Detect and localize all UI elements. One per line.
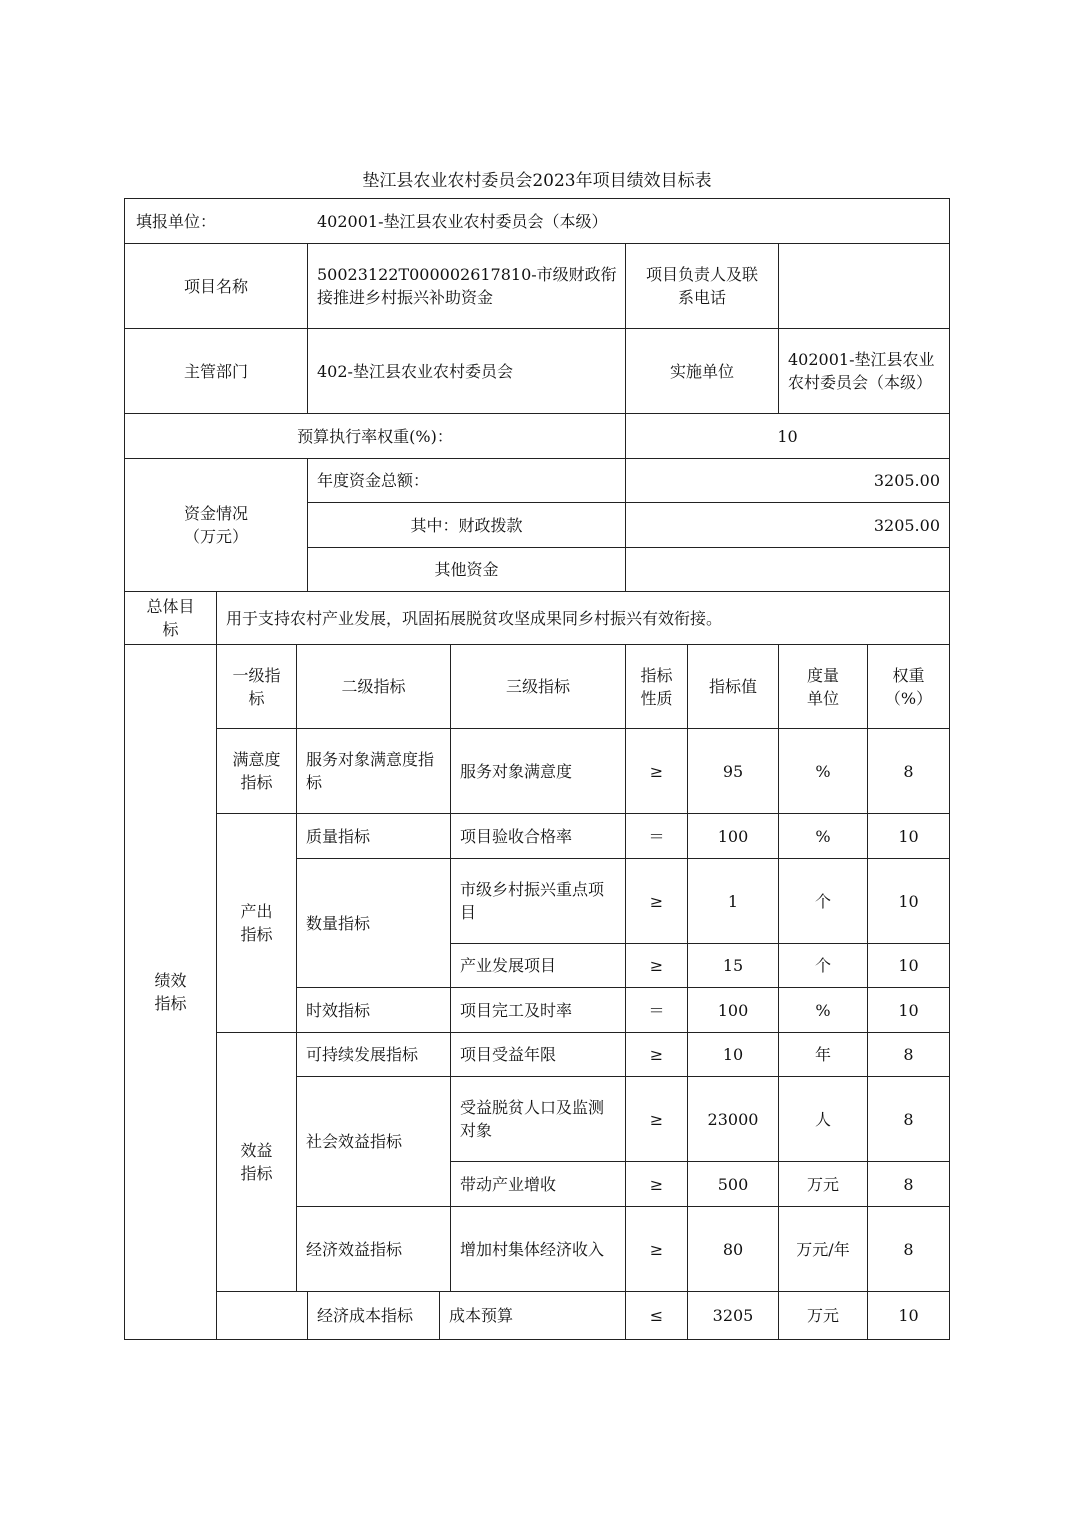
cell-nature: ＝ [648, 826, 665, 846]
col-header-nature: 指标性质 [640, 665, 673, 708]
cell-weight: 8 [903, 761, 914, 781]
cell-unit: 年 [814, 1045, 831, 1064]
cell-value: 1 [727, 891, 739, 911]
project-name-label: 项目名称 [183, 276, 248, 296]
cell-value: 100 [717, 826, 749, 846]
cell-unit: 个 [814, 891, 831, 911]
cell-nature: ≥ [649, 891, 664, 911]
cell-weight: 8 [903, 1174, 914, 1194]
impl-unit-label: 实施单位 [669, 361, 734, 381]
funds-label: 资金情况（万元） [183, 504, 248, 546]
cell-level3: 项目受益年限 [460, 1045, 557, 1064]
col-header-level3: 三级指标 [505, 677, 570, 696]
goal-text: 用于支持农村产业发展，巩固拓展脱贫攻坚成果同乡村振兴有效衔接。 [226, 608, 723, 628]
funds-fiscal-label: 其中：财政拨款 [410, 515, 523, 535]
cell-nature: ≤ [649, 1306, 664, 1325]
cell-nature: ≥ [649, 761, 664, 781]
cell-level3: 服务对象满意度 [460, 761, 573, 781]
level2-social: 社会效益指标 [306, 1132, 403, 1151]
cell-level3: 项目完工及时率 [460, 1000, 573, 1020]
cell-level3: 增加村集体经济收入 [460, 1239, 605, 1259]
cell-value: 500 [717, 1174, 749, 1194]
funds-other-value [626, 548, 949, 591]
project-name-value: 50023122T000002617810-市级财政衔接推进乡村振兴补助资金 [317, 265, 617, 307]
level2-quantity: 数量指标 [306, 913, 371, 933]
cell-weight: 8 [903, 1045, 914, 1064]
project-leader-value [779, 244, 949, 328]
dept-value: 402-垫江县农业农村委员会 [317, 361, 513, 381]
cell-value: 23000 [707, 1109, 759, 1129]
cell-unit: 万元 [806, 1174, 839, 1194]
cell-value: 10 [722, 1045, 744, 1064]
cell-unit: % [815, 761, 831, 781]
cell-weight: 10 [898, 826, 919, 846]
fill-unit-label: 填报单位： [136, 211, 217, 231]
cell-nature: ≥ [649, 1045, 664, 1064]
cell-weight: 10 [898, 956, 919, 975]
funds-other-label: 其他资金 [434, 560, 499, 579]
cell-level3: 成本预算 [449, 1306, 514, 1325]
col-header-level1: 一级指标 [232, 665, 281, 708]
cell-weight: 8 [903, 1109, 914, 1129]
level2-economic-cost: 经济成本指标 [317, 1306, 414, 1325]
dept-label: 主管部门 [183, 361, 248, 381]
cell-unit: 万元 [806, 1306, 839, 1325]
funds-total-value: 3205.00 [873, 471, 940, 490]
level1-output: 产出指标 [240, 902, 273, 944]
cell-unit: 个 [814, 956, 831, 975]
cell-level3: 带动产业增收 [460, 1174, 557, 1194]
level1-benefit: 效益指标 [240, 1141, 273, 1183]
cell-unit: % [815, 1000, 831, 1020]
perf-label: 绩效指标 [154, 971, 187, 1013]
cell-value: 95 [722, 761, 744, 781]
level2-timeliness: 时效指标 [306, 1000, 371, 1020]
funds-total-label: 年度资金总额： [317, 471, 430, 490]
level1-satisfaction: 满意度指标 [232, 750, 281, 792]
impl-unit-value: 402001-垫江县农业农村委员会（本级） [788, 350, 935, 392]
level2-quality: 质量指标 [306, 826, 371, 846]
level2-service-satisfaction: 服务对象满意度指标 [306, 750, 435, 792]
cell-level3: 项目验收合格率 [460, 826, 573, 846]
level2-sustainable: 可持续发展指标 [306, 1045, 419, 1064]
level1-cost [217, 1292, 307, 1339]
goal-label: 总体目标 [146, 597, 195, 639]
cell-value: 3205 [712, 1306, 754, 1325]
cell-level3: 市级乡村振兴重点项目 [460, 880, 605, 922]
cell-value: 80 [722, 1239, 744, 1259]
budget-weight-value: 10 [777, 426, 798, 446]
cell-nature: ≥ [649, 1174, 664, 1194]
cell-value: 100 [717, 1000, 749, 1020]
project-leader-label: 项目负责人及联系电话 [645, 265, 758, 307]
budget-weight-label: 预算执行率权重(%)： [297, 426, 453, 446]
cell-value: 15 [722, 956, 744, 975]
level2-economic: 经济效益指标 [306, 1239, 403, 1259]
cell-weight: 8 [903, 1239, 914, 1259]
col-header-weight: 权重（%） [884, 665, 933, 708]
cell-unit: 万元/年 [796, 1239, 850, 1259]
fill-unit-value: 402001-垫江县农业农村委员会（本级） [317, 211, 608, 231]
funds-fiscal-value: 3205.00 [873, 515, 940, 535]
cell-nature: ≥ [649, 1239, 664, 1259]
col-header-unit: 度量单位 [806, 665, 839, 708]
col-header-level2: 二级指标 [341, 677, 406, 696]
cell-level3: 产业发展项目 [460, 956, 557, 975]
cell-weight: 10 [898, 1000, 919, 1020]
cell-nature: ≥ [649, 1109, 664, 1129]
cell-weight: 10 [898, 891, 919, 911]
cell-nature: ≥ [649, 956, 664, 975]
col-header-value: 指标值 [708, 677, 757, 696]
cell-unit: % [815, 826, 831, 846]
cell-nature: ＝ [648, 1000, 665, 1020]
cell-level3: 受益脱贫人口及监测对象 [460, 1098, 605, 1140]
cell-unit: 人 [814, 1109, 831, 1129]
page-title: 垫江县农业农村委员会2023年项目绩效目标表 [362, 171, 712, 191]
cell-weight: 10 [898, 1306, 919, 1325]
